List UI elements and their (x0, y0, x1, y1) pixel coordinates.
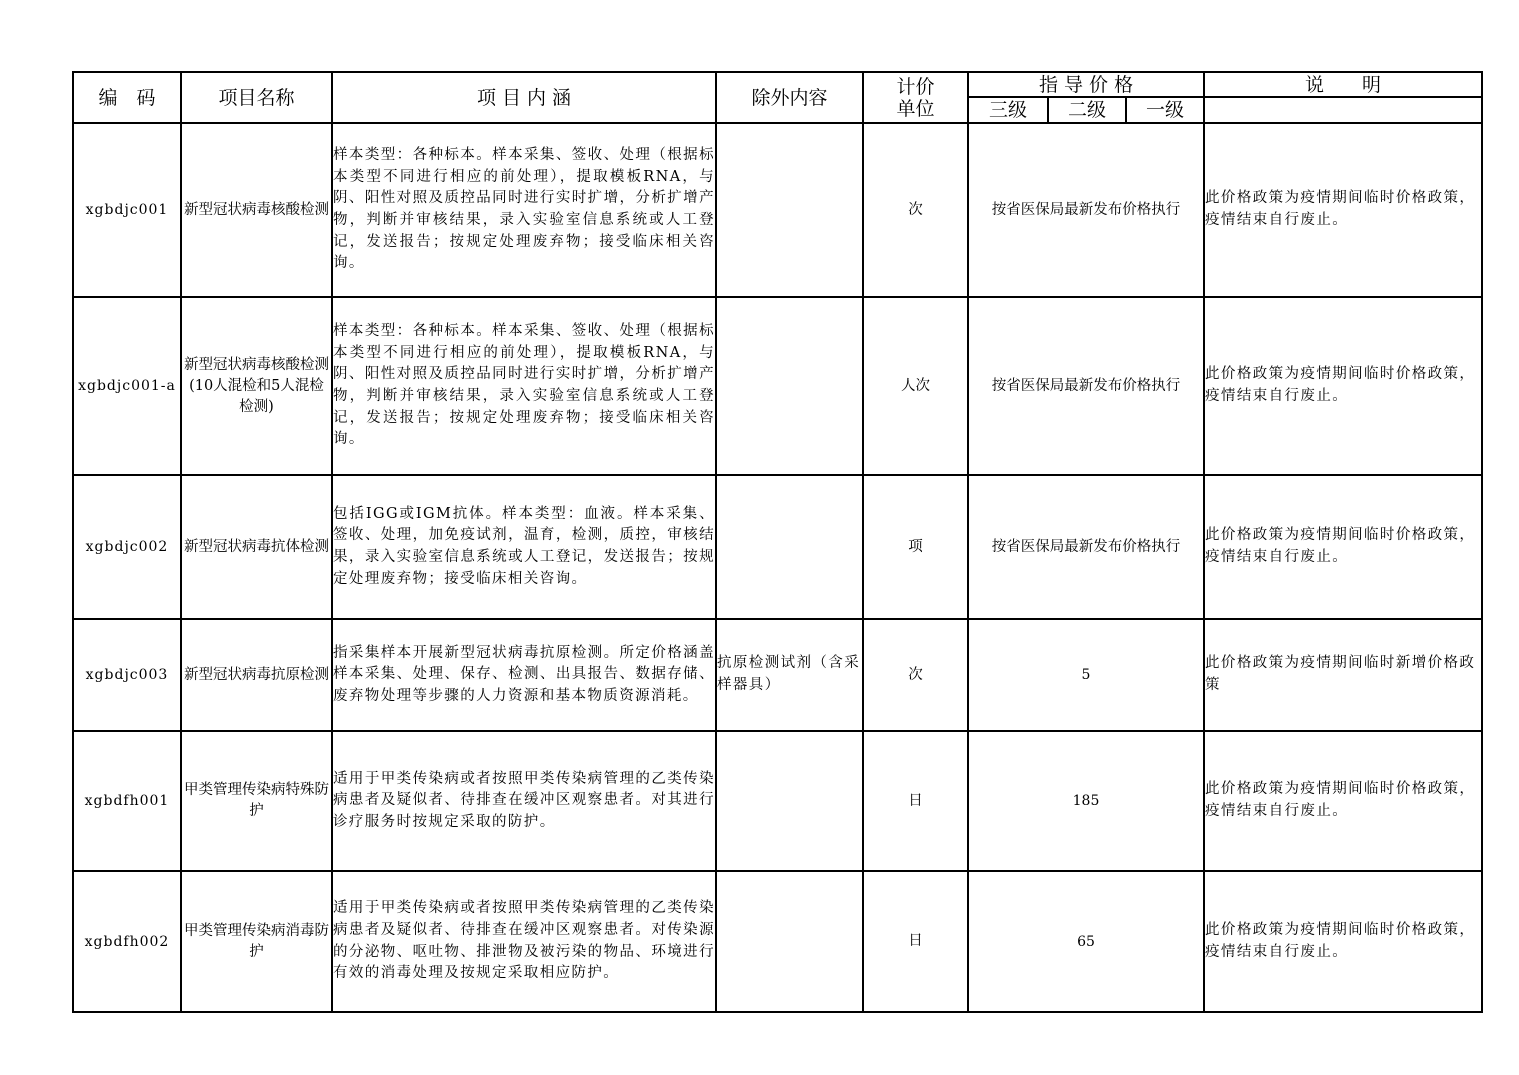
row-unit: 项 (863, 475, 968, 619)
header-level1: 一级 (1126, 97, 1204, 123)
row-content: 样本类型：各种标本。样本采集、签收、处理（根据标本类型不同进行相应的前处理），提取模板RNA，与阴、阳性对照及质控品同时进行实时扩增，分析扩增产物，判断并审核结果，录入实验室信息系统或人工登记，发送报告；按规定处理废弃物；接受临床相关咨询。 (332, 123, 716, 297)
row-note: 此价格政策为疫情期间临时价格政策，疫情结束自行废止。 (1204, 731, 1482, 871)
row-content: 样本类型：各种标本。样本采集、签收、处理（根据标本类型不同进行相应的前处理），提取模板RNA，与阴、阳性对照及质控品同时进行实时扩增，分析扩增产物，判断并审核结果，录入实验室信息系统或人工登记，发送报告；按规定处理废弃物；接受临床相关咨询。 (332, 297, 716, 475)
row-note: 此价格政策为疫情期间临时价格政策，疫情结束自行废止。 (1204, 475, 1482, 619)
row-code: xgbdjc001 (73, 123, 181, 297)
header-content: 项 目 内 涵 (332, 72, 716, 123)
row-content: 适用于甲类传染病或者按照甲类传染病管理的乙类传染病患者及疑似者、待排查在缓冲区观察患者。对其进行诊疗服务时按规定采取的防护。 (332, 731, 716, 871)
row-note: 此价格政策为疫情期间临时价格政策，疫情结束自行废止。 (1204, 871, 1482, 1012)
row-name: 甲类管理传染病消毒防护 (181, 871, 332, 1012)
row-name: 新型冠状病毒核酸检测 (181, 123, 332, 297)
header-note: 说 明 (1204, 72, 1482, 97)
row-exclusion (716, 731, 863, 871)
table-row (73, 123, 1482, 297)
header-unit-line2: 单位 (896, 97, 935, 120)
table-row (73, 731, 1482, 871)
row-price: 5 (968, 619, 1204, 731)
row-code: xgbdfh002 (73, 871, 181, 1012)
row-unit: 次 (863, 123, 968, 297)
row-name: 新型冠状病毒抗体检测 (181, 475, 332, 619)
row-content: 包括IGG或IGM抗体。样本类型：血液。样本采集、签收、处理，加免疫试剂，温育，检测，质控，审核结果，录入实验室信息系统或人工登记，发送报告；按规定处理废弃物；接受临床相关咨询。 (332, 475, 716, 619)
row-price: 65 (968, 871, 1204, 1012)
header-note-sub (1204, 97, 1482, 123)
table-row (73, 297, 1482, 475)
table-row (73, 619, 1482, 731)
header-price: 指 导 价 格 (968, 72, 1204, 97)
row-exclusion (716, 297, 863, 475)
row-name: 新型冠状病毒抗原检测 (181, 619, 332, 731)
row-note: 此价格政策为疫情期间临时价格政策，疫情结束自行废止。 (1204, 123, 1482, 297)
row-content: 适用于甲类传染病或者按照甲类传染病管理的乙类传染病患者及疑似者、待排查在缓冲区观察患者。对传染源的分泌物、呕吐物、排泄物及被污染的物品、环境进行有效的消毒处理及按规定采取相应防护。 (332, 871, 716, 1012)
row-price: 按省医保局最新发布价格执行 (968, 475, 1204, 619)
row-unit: 次 (863, 619, 968, 731)
row-price: 按省医保局最新发布价格执行 (968, 297, 1204, 475)
row-unit: 日 (863, 731, 968, 871)
header-level2: 二级 (1048, 97, 1126, 123)
row-code: xgbdjc003 (73, 619, 181, 731)
row-unit: 日 (863, 871, 968, 1012)
row-name: 新型冠状病毒核酸检测(10人混检和5人混检检测) (181, 297, 332, 475)
row-exclusion (716, 475, 863, 619)
row-exclusion (716, 123, 863, 297)
header-level3: 三级 (968, 97, 1048, 123)
row-code: xgbdjc002 (73, 475, 181, 619)
header-unit-line1: 计价 (896, 75, 935, 98)
row-code: xgbdfh001 (73, 731, 181, 871)
row-content: 指采集样本开展新型冠状病毒抗原检测。所定价格涵盖样本采集、处理、保存、检测、出具报告、数据存储、废弃物处理等步骤的人力资源和基本物质资源消耗。 (332, 619, 716, 731)
row-name: 甲类管理传染病特殊防护 (181, 731, 332, 871)
row-note: 此价格政策为疫情期间临时新增价格政策 (1204, 619, 1482, 731)
row-exclusion: 抗原检测试剂（含采样器具） (716, 619, 863, 731)
row-price: 按省医保局最新发布价格执行 (968, 123, 1204, 297)
header-code: 编 码 (73, 72, 181, 123)
row-unit: 人次 (863, 297, 968, 475)
table-row (73, 475, 1482, 619)
header-unit (863, 72, 968, 123)
row-exclusion (716, 871, 863, 1012)
row-code: xgbdjc001-a (73, 297, 181, 475)
row-note: 此价格政策为疫情期间临时价格政策，疫情结束自行废止。 (1204, 297, 1482, 475)
header-exclusion: 除外内容 (716, 72, 863, 123)
row-price: 185 (968, 731, 1204, 871)
table-row (73, 871, 1482, 1012)
price-table (72, 71, 1483, 1013)
header-name: 项目名称 (181, 72, 332, 123)
